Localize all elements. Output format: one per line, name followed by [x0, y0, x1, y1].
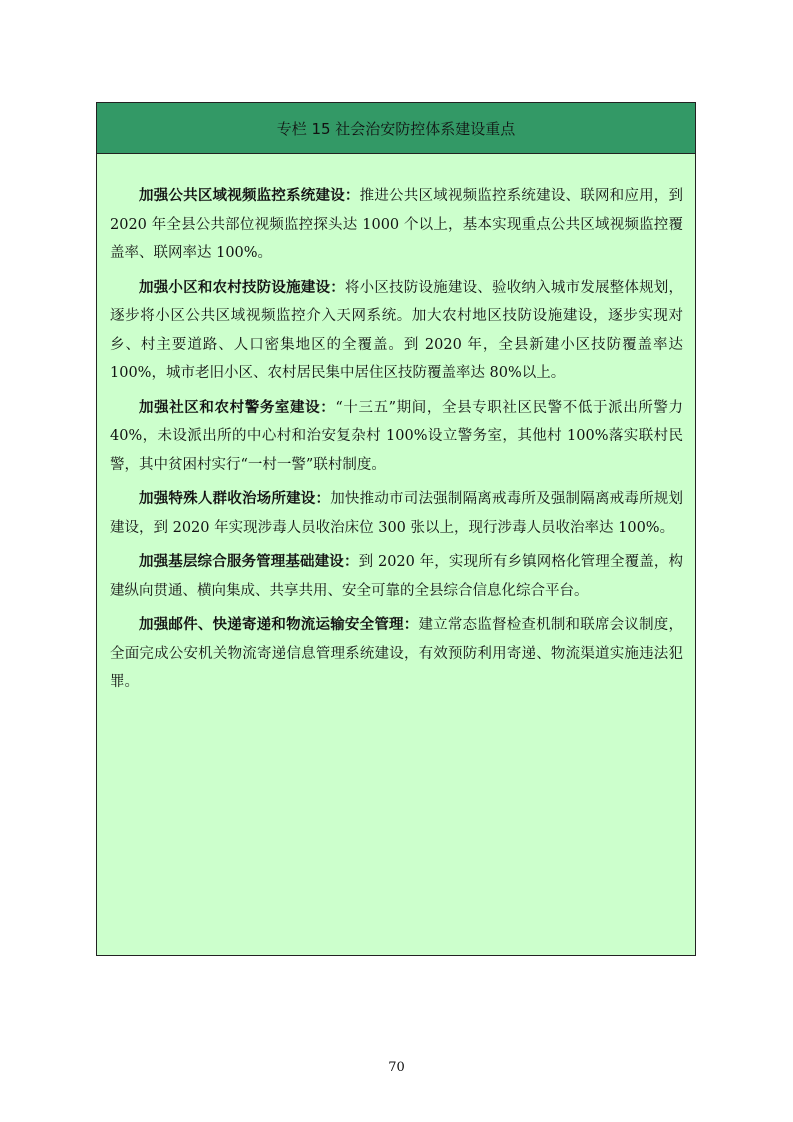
paragraph-lead: 加强社区和农村警务室建设：	[139, 399, 336, 416]
paragraph-police-office	[110, 394, 683, 480]
paragraph-text: 建立常态监督检查机制和联席会议制度，全面完成公安机关物流寄递信息管理系统建设，有效预防利用寄递、物流渠道实施违法犯罪。	[110, 617, 684, 690]
paragraph-lead: 加强特殊人群收治场所建设：	[139, 491, 331, 507]
feature-panel	[96, 102, 696, 956]
paragraph-video-surveillance	[110, 182, 683, 268]
paragraph-lead: 加强公共区域视频监控系统建设：	[139, 188, 360, 204]
paragraph-lead: 加强邮件、快递寄递和物流运输安全管理：	[139, 617, 419, 633]
paragraph-logistics-safety	[110, 611, 683, 697]
paragraph-lead: 加强基层综合服务管理基础建设：	[139, 554, 359, 570]
panel-title: 专栏 15 社会治安防控体系建设重点	[97, 103, 695, 154]
page-number: 70	[388, 1060, 405, 1075]
paragraph-text: “十三五”期间，全县专职社区民警不低于派出所警力 40%，未设派出所的中心村和治安复杂村 100%设立警务室，其他村 100%落实联村民警，其中贫困村实行“一村一警”联村制度。	[110, 399, 683, 473]
panel-body	[97, 154, 695, 697]
paragraph-text: 将小区技防设施建设、验收纳入城市发展整体规划，逐步将小区公共区域视频监控介入天网系统。加大农村地区技防设施建设，逐步实现对乡、村主要道路、人口密集地区的全覆盖。到 2020 年，全县新建小区技防覆盖率达 100%，城市老旧小区、农村居民集中居住区技防覆盖率达 80%以上。	[110, 279, 684, 381]
paragraph-text: 推进公共区域视频监控系统建设、联网和应用，到 2020 年全县公共部位视频监控探头达 1000 个以上，基本实现重点公共区域视频监控覆盖率、联网率达 100%。	[110, 188, 683, 261]
paragraph-special-groups	[110, 485, 683, 542]
paragraph-grassroots-service	[110, 548, 683, 605]
paragraph-lead: 加强小区和农村技防设施建设：	[139, 279, 345, 296]
paragraph-text: 加快推动市司法强制隔离戒毒所及强制隔离戒毒所规划建设，到 2020 年实现涉毒人员收治床位 300 张以上，现行涉毒人员收治率达 100%。	[110, 491, 684, 536]
paragraph-text: 到 2020 年，实现所有乡镇网格化管理全覆盖，构建纵向贯通、横向集成、共享共用、安全可靠的全县综合信息化综合平台。	[110, 554, 683, 599]
paragraph-community-tech-defense	[110, 274, 683, 388]
